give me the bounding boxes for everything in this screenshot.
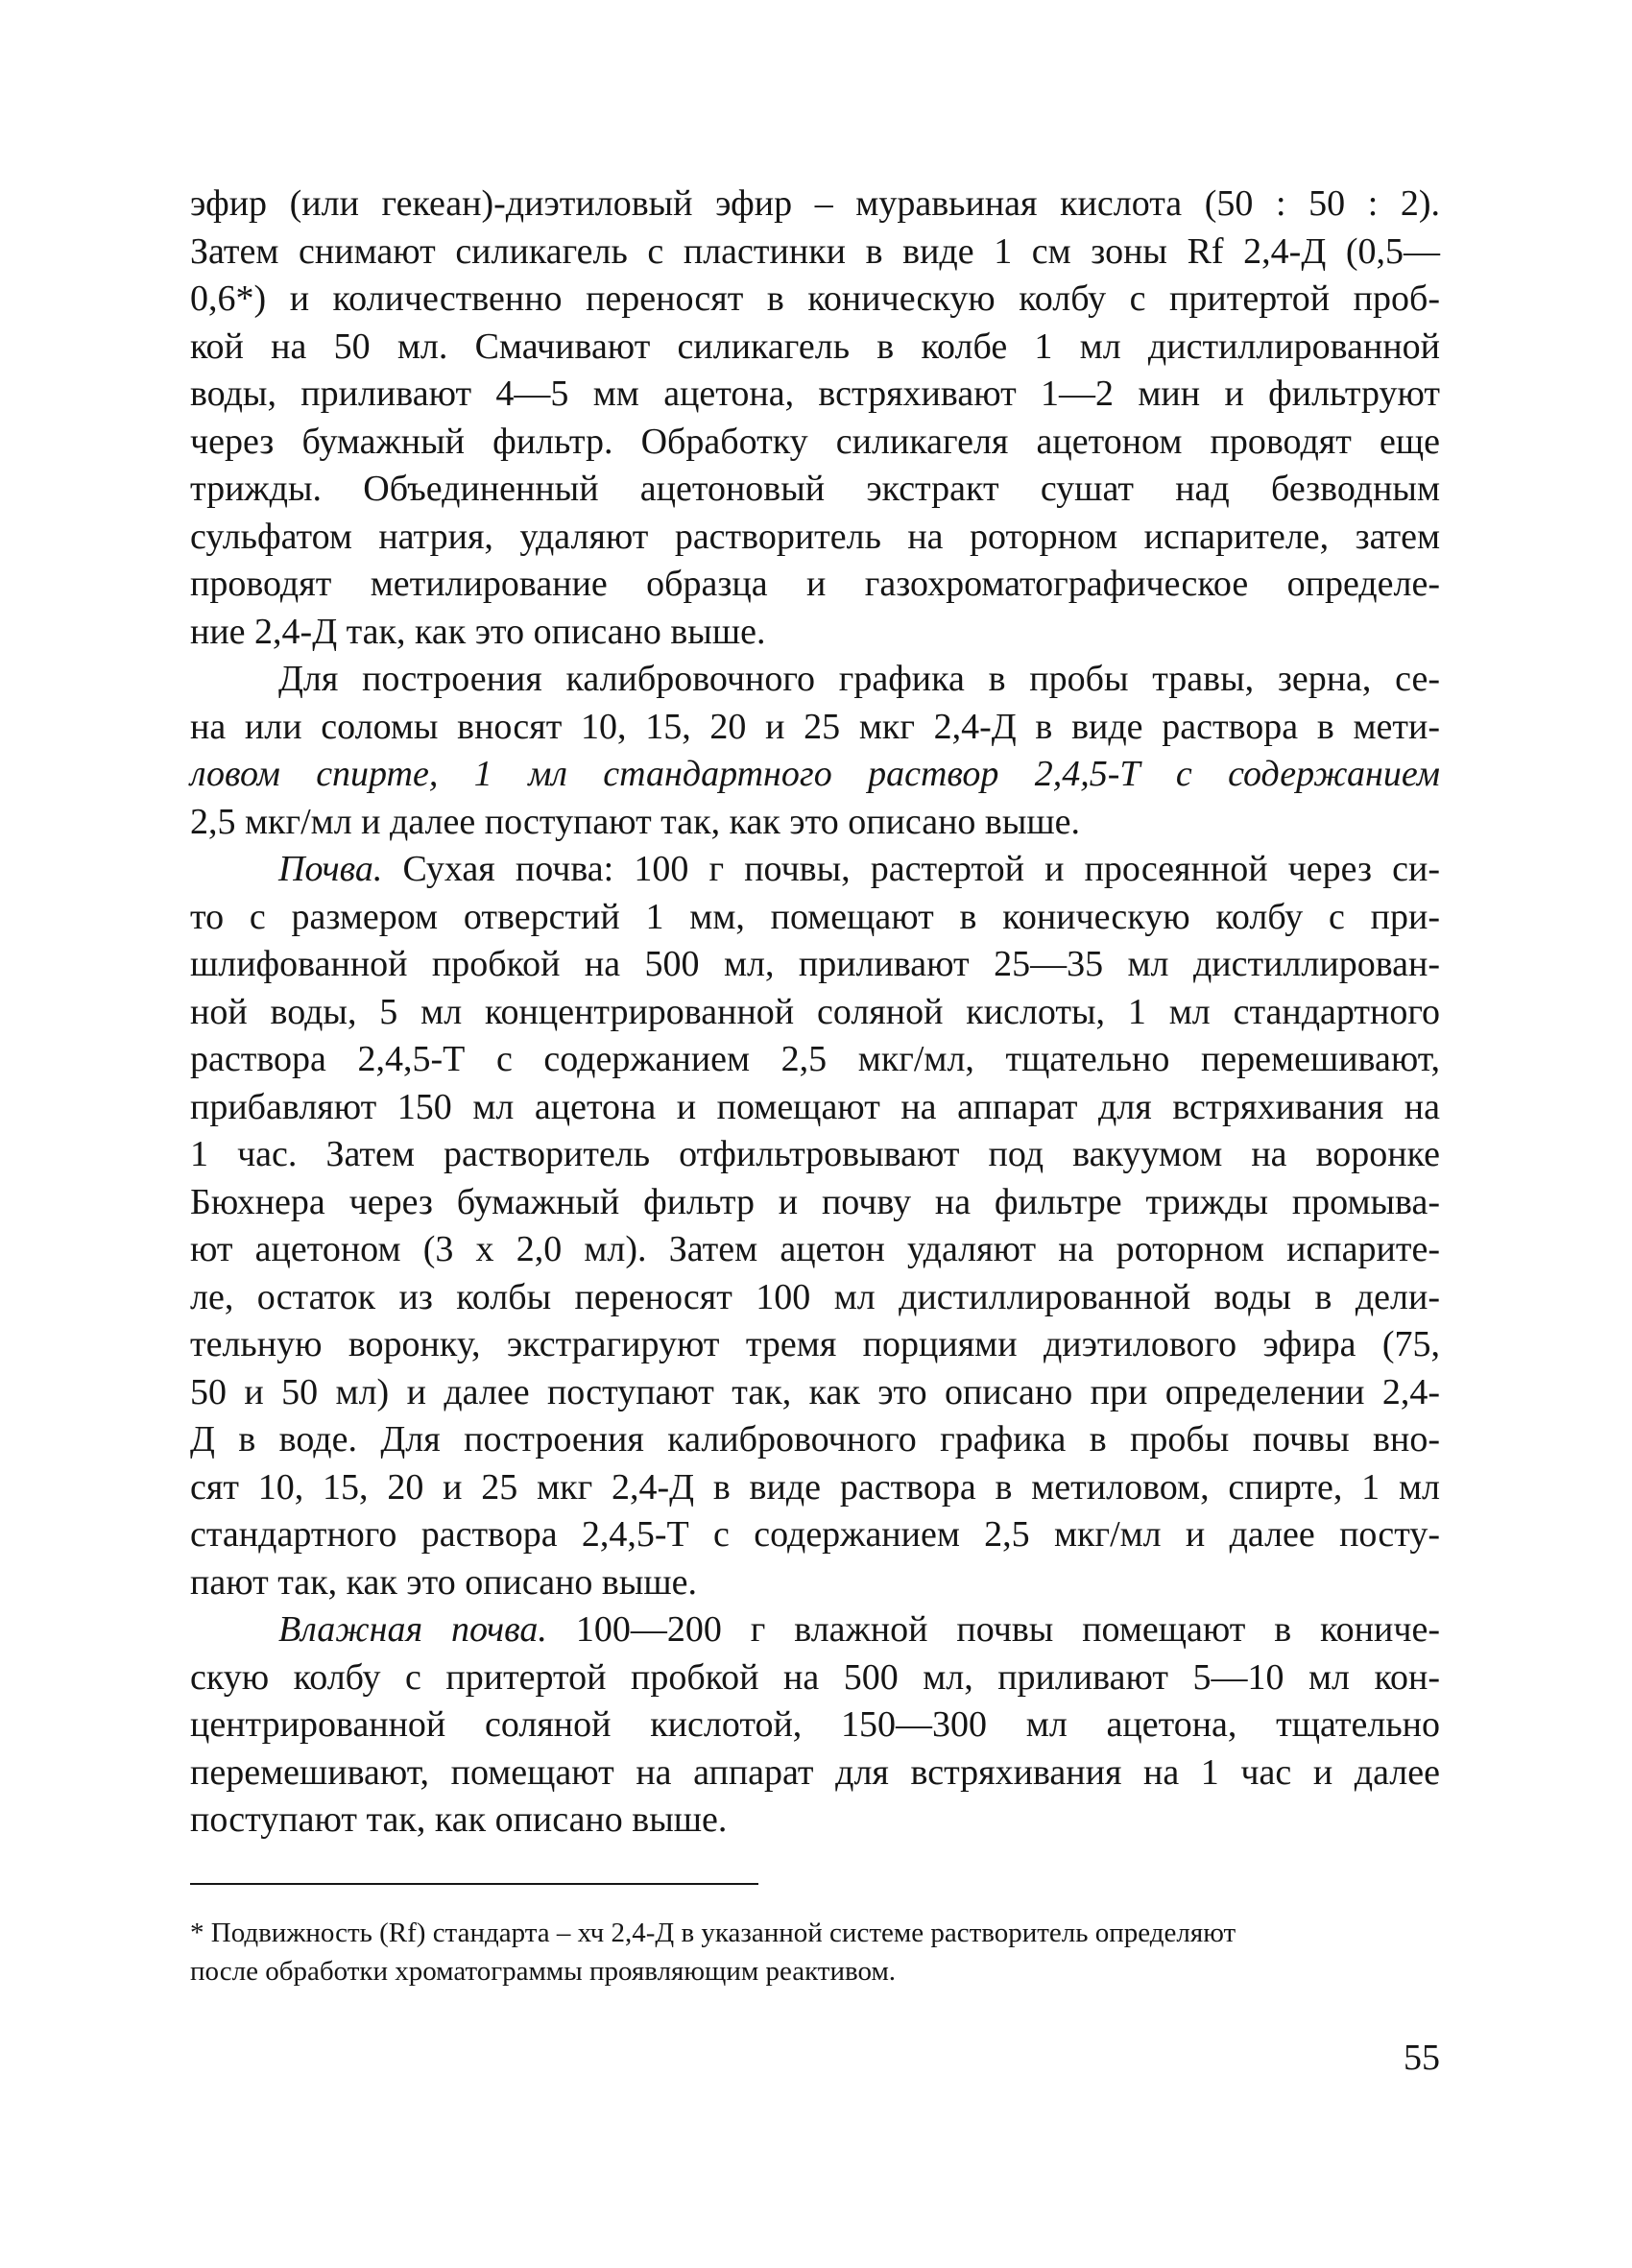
footnote-divider bbox=[190, 1883, 758, 1885]
text-line: эфир (или гекеан)-диэтиловый эфир – муравьиная кислота (50 : 50 : 2). bbox=[190, 183, 1440, 224]
text-line: стандартного раствора 2,4,5-Т с содержанием 2,5 мкг/мл и далее посту- bbox=[190, 1514, 1440, 1555]
body-text bbox=[190, 181, 1440, 1845]
section-heading-wet-soil: Влажная почва. bbox=[278, 1609, 547, 1650]
text-line: ловом спирте, 1 мл стандартного раствор 2,4,5-Т с содержанием bbox=[190, 754, 1440, 794]
text-line: ние 2,4-Д так, как это описано выше. bbox=[190, 611, 766, 652]
text-line: то с размером отверстий 1 мм, помещают в коническую колбу с при- bbox=[190, 896, 1440, 937]
text-line: тельную воронку, экстрагируют тремя порциями диэтилового эфира (75, bbox=[190, 1324, 1440, 1364]
text-line: 1 час. Затем растворитель отфильтровывают под вакуумом на воронке bbox=[190, 1134, 1440, 1174]
text-line-rest: Сухая почва: 100 г почвы, растертой и просеянной через си- bbox=[382, 849, 1440, 889]
footnote-line: после обработки хроматограммы проявляющим реактивом. bbox=[190, 1956, 897, 1987]
text-line: шлифованной пробкой на 500 мл, приливают 25—35 мл дистиллирован- bbox=[190, 944, 1440, 984]
text-line: скую колбу с притертой пробкой на 500 мл, приливают 5—10 мл кон- bbox=[190, 1656, 1440, 1698]
footnote-line: * Подвижность (Rf) стандарта – хч 2,4-Д в указанной системе растворитель определяют bbox=[190, 1918, 1236, 1948]
paragraph-3 bbox=[190, 846, 1440, 1606]
text-line: кой на 50 мл. Смачивают силикагель в колбе 1 мл дистиллированной bbox=[190, 326, 1440, 367]
text-line: перемешивают, помещают на аппарат для встряхивания на 1 час и далее bbox=[190, 1751, 1440, 1793]
text-line: пают так, как это описано выше. bbox=[190, 1561, 698, 1603]
text-line-rest: 100—200 г влажной почвы помещают в кониче- bbox=[546, 1609, 1440, 1650]
text-line bbox=[190, 846, 1440, 894]
text-line: сульфатом натрия, удаляют растворитель на роторном испарителе, затем bbox=[190, 516, 1440, 557]
page-number: 55 bbox=[1404, 2038, 1440, 2078]
text-line: поступают так, как описано выше. bbox=[190, 1799, 728, 1840]
text-line: Бюхнера через бумажный фильтр и почву на фильтре трижды промыва- bbox=[190, 1181, 1440, 1222]
text-line: трижды. Объединенный ацетоновый экстракт сушат над безводным bbox=[190, 469, 1440, 509]
text-line: Для построения калибровочного графика в пробы травы, зерна, се- bbox=[278, 659, 1440, 699]
text-line: 2,5 мкг/мл и далее поступают так, как это описано выше. bbox=[190, 801, 1081, 842]
text-line: проводят метилирование образца и газохроматографическое определе- bbox=[190, 564, 1440, 604]
text-line: центрированной соляной кислотой, 150—300 мл ацетона, тщательно bbox=[190, 1704, 1440, 1745]
text-line: ле, остаток из колбы переносят 100 мл дистиллированной воды в дели- bbox=[190, 1276, 1440, 1317]
text-line: 50 и 50 мл) и далее поступают так, как это описано при определении 2,4- bbox=[190, 1371, 1440, 1412]
footnote bbox=[190, 1914, 1440, 1991]
text-line: воды, приливают 4—5 мм ацетона, встряхивают 1—2 мин и фильтруют bbox=[190, 374, 1440, 414]
paragraph-2 bbox=[190, 656, 1440, 846]
text-line: Затем снимают силикагель с пластинки в виде 1 см зоны Rf 2,4-Д (0,5— bbox=[190, 230, 1440, 272]
section-heading-soil: Почва. bbox=[278, 849, 383, 889]
text-line: 0,6*) и количественно переносят в коническую колбу с притертой проб- bbox=[190, 278, 1440, 319]
text-line: через бумажный фильтр. Обработку силикагеля ацетоном проводят еще bbox=[190, 421, 1440, 462]
text-line: ной воды, 5 мл концентрированной соляной кислоты, 1 мл стандартного bbox=[190, 991, 1440, 1032]
text-line: раствора 2,4,5-Т с содержанием 2,5 мкг/мл, тщательно перемешивают, bbox=[190, 1039, 1440, 1079]
paragraph-1 bbox=[190, 181, 1440, 656]
text-line: Д в воде. Для построения калибровочного графика в пробы почвы вно- bbox=[190, 1419, 1440, 1460]
text-line bbox=[190, 1606, 1440, 1654]
text-line: ют ацетоном (3 х 2,0 мл). Затем ацетон удаляют на роторном испарите- bbox=[190, 1229, 1440, 1269]
text-line: сят 10, 15, 20 и 25 мкг 2,4-Д в виде раствора в метиловом, спирте, 1 мл bbox=[190, 1466, 1440, 1508]
text-line: на или соломы вносят 10, 15, 20 и 25 мкг 2,4-Д в виде раствора в мети- bbox=[190, 706, 1440, 747]
text-line: прибавляют 150 мл ацетона и помещают на аппарат для встряхивания на bbox=[190, 1086, 1440, 1127]
paragraph-4 bbox=[190, 1606, 1440, 1845]
